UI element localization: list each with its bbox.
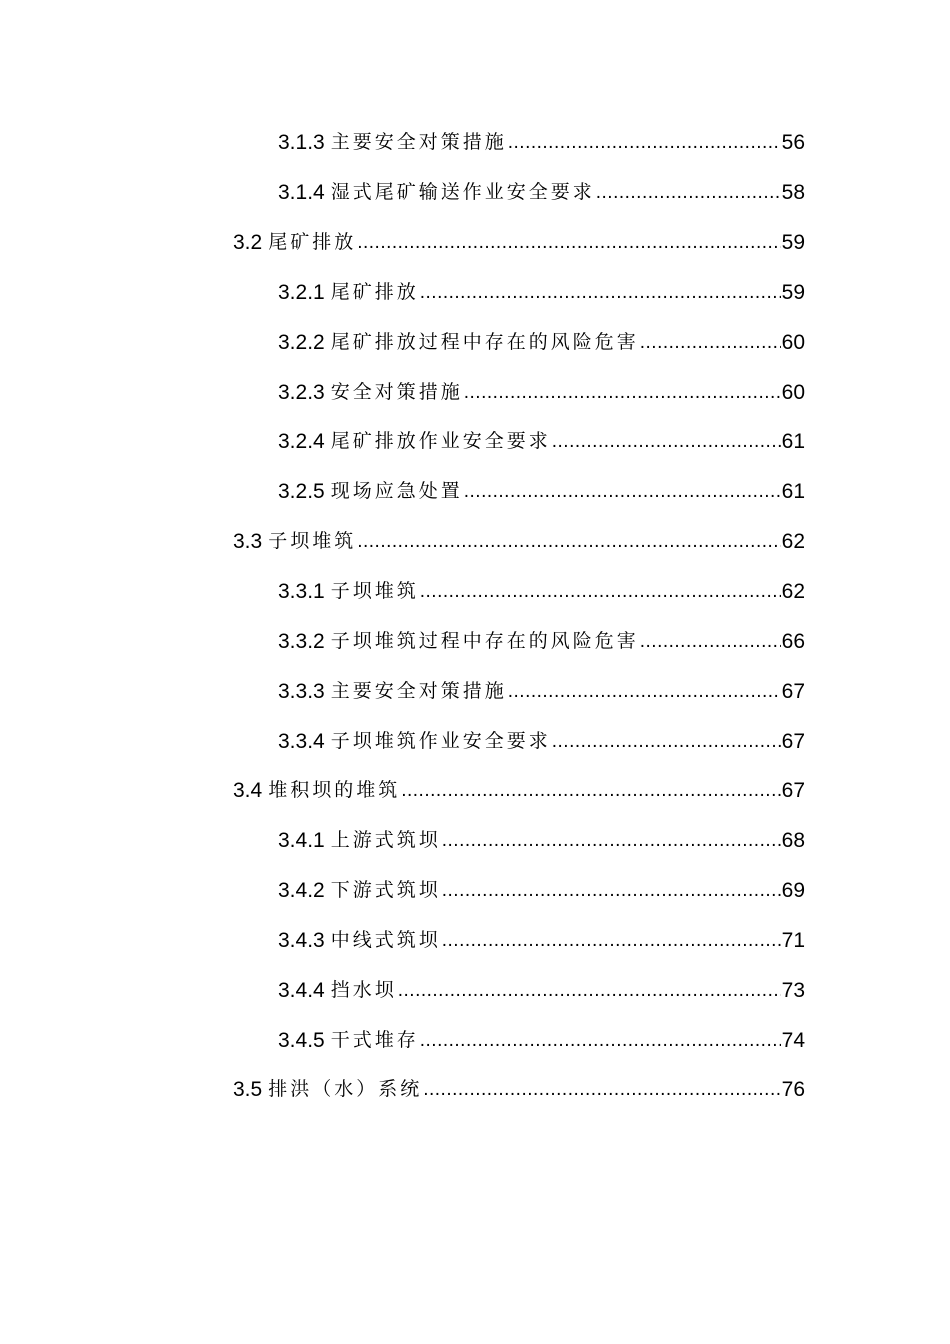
toc-entry-page: 67 xyxy=(781,729,805,753)
toc-entry-3-4-3[interactable] xyxy=(0,916,950,966)
dot-leader xyxy=(508,682,781,701)
dot-leader xyxy=(398,981,781,1000)
toc-entry-number: 3.4.4 xyxy=(278,978,325,1002)
dot-leader xyxy=(357,233,780,252)
dot-leader xyxy=(464,482,781,501)
dot-leader xyxy=(508,133,781,152)
toc-entry-3-1-4[interactable] xyxy=(0,168,950,218)
toc-entry-page: 60 xyxy=(781,330,805,354)
toc-entry-number: 3.3.4 xyxy=(278,729,325,753)
toc-entry-number: 3.2.4 xyxy=(278,430,325,454)
toc-entry-3-1-3[interactable] xyxy=(0,118,950,168)
toc-entry-title: 下游式筑坝 xyxy=(330,879,441,902)
toc-entry-title: 湿式尾矿输送作业安全要求 xyxy=(330,181,595,204)
toc-entry-title: 中线式筑坝 xyxy=(330,928,441,951)
toc-entry-title: 尾矿排放过程中存在的风险危害 xyxy=(330,330,639,353)
toc-entry-title: 上游式筑坝 xyxy=(330,829,441,852)
toc-entry-page: 59 xyxy=(781,231,805,255)
toc-entry-page: 62 xyxy=(781,580,805,604)
toc-entry-title: 干式堆存 xyxy=(330,1028,419,1051)
dot-leader xyxy=(640,333,781,352)
dot-leader xyxy=(420,582,781,601)
toc-entry-title: 现场应急处置 xyxy=(330,480,463,503)
toc-entry-title: 尾矿排放 xyxy=(268,231,357,254)
toc-entry-page: 73 xyxy=(781,978,805,1002)
toc-entry-3-3-2[interactable] xyxy=(0,616,950,666)
dot-leader xyxy=(464,383,781,402)
toc-entry-3-4-2[interactable] xyxy=(0,866,950,916)
toc-entry-page: 60 xyxy=(781,380,805,404)
toc-entry-3-3[interactable] xyxy=(0,517,950,567)
dot-leader xyxy=(420,283,781,302)
toc-entry-page: 56 xyxy=(781,131,805,155)
toc-entry-page: 67 xyxy=(781,779,805,803)
toc-entry-page: 61 xyxy=(781,480,805,504)
toc-entry-number: 3.4.5 xyxy=(278,1028,325,1052)
toc-entry-page: 61 xyxy=(781,430,805,454)
toc-entry-page: 71 xyxy=(781,928,805,952)
toc-entry-number: 3.1.3 xyxy=(278,131,325,155)
toc-entry-page: 66 xyxy=(781,629,805,653)
toc-entry-title: 主要安全对策措施 xyxy=(330,131,507,154)
toc-entry-3-2-4[interactable] xyxy=(0,417,950,467)
toc-entry-page: 67 xyxy=(781,679,805,703)
toc-entry-title: 子坝堆筑作业安全要求 xyxy=(330,729,551,752)
dot-leader xyxy=(423,1080,780,1099)
toc-entry-title: 子坝堆筑 xyxy=(268,530,357,553)
toc-entry-number: 3.2.1 xyxy=(278,280,325,304)
toc-entry-3-2-2[interactable] xyxy=(0,317,950,367)
toc-entry-3-2-1[interactable] xyxy=(0,268,950,318)
toc-entry-page: 58 xyxy=(781,181,805,205)
toc-entry-title: 尾矿排放作业安全要求 xyxy=(330,430,551,453)
toc-entry-page: 69 xyxy=(781,879,805,903)
toc-entry-page: 74 xyxy=(781,1028,805,1052)
toc-entry-title: 尾矿排放 xyxy=(330,280,419,303)
toc-entry-number: 3.4 xyxy=(233,779,263,803)
dot-leader xyxy=(420,1031,781,1050)
dot-leader xyxy=(442,881,781,900)
toc-entry-3-2-5[interactable] xyxy=(0,467,950,517)
toc-entry-number: 3.1.4 xyxy=(278,181,325,205)
toc-entry-3-3-3[interactable] xyxy=(0,666,950,716)
toc-entry-title: 安全对策措施 xyxy=(330,380,463,403)
toc-entry-3-4-5[interactable] xyxy=(0,1015,950,1065)
dot-leader xyxy=(596,183,781,202)
toc-entry-3-4-1[interactable] xyxy=(0,816,950,866)
dot-leader xyxy=(442,931,781,950)
toc-entry-page: 62 xyxy=(781,530,805,554)
toc-entry-number: 3.5 xyxy=(233,1078,263,1102)
toc-entry-number: 3.4.3 xyxy=(278,928,325,952)
toc-entry-title: 堆积坝的堆筑 xyxy=(268,779,401,802)
toc-entry-number: 3.4.1 xyxy=(278,829,325,853)
dot-leader xyxy=(357,532,780,551)
toc-entry-3-4-4[interactable] xyxy=(0,965,950,1015)
toc-entry-number: 3.2.2 xyxy=(278,330,325,354)
dot-leader xyxy=(640,632,781,651)
toc-entry-number: 3.2.3 xyxy=(278,380,325,404)
toc-entry-page: 68 xyxy=(781,829,805,853)
toc-entry-3-2[interactable] xyxy=(0,218,950,268)
toc-entry-3-5[interactable] xyxy=(0,1065,950,1115)
toc-entry-title: 主要安全对策措施 xyxy=(330,679,507,702)
toc-entry-page: 76 xyxy=(781,1078,805,1102)
toc-entry-3-3-4[interactable] xyxy=(0,716,950,766)
dot-leader xyxy=(401,781,780,800)
table-of-contents xyxy=(0,118,950,1115)
toc-entry-3-3-1[interactable] xyxy=(0,567,950,617)
toc-entry-number: 3.3 xyxy=(233,530,263,554)
toc-entry-number: 3.3.1 xyxy=(278,580,325,604)
toc-entry-title: 子坝堆筑 xyxy=(330,580,419,603)
dot-leader xyxy=(552,732,781,751)
toc-entry-number: 3.4.2 xyxy=(278,879,325,903)
toc-entry-number: 3.2 xyxy=(233,231,263,255)
toc-entry-page: 59 xyxy=(781,280,805,304)
toc-entry-number: 3.3.2 xyxy=(278,629,325,653)
toc-entry-title: 排洪（水）系统 xyxy=(268,1078,423,1101)
toc-entry-title: 挡水坝 xyxy=(330,978,397,1001)
dot-leader xyxy=(552,432,781,451)
toc-entry-3-4[interactable] xyxy=(0,766,950,816)
toc-entry-number: 3.3.3 xyxy=(278,679,325,703)
toc-entry-number: 3.2.5 xyxy=(278,480,325,504)
toc-entry-title: 子坝堆筑过程中存在的风险危害 xyxy=(330,629,639,652)
dot-leader xyxy=(442,831,781,850)
toc-entry-3-2-3[interactable] xyxy=(0,367,950,417)
